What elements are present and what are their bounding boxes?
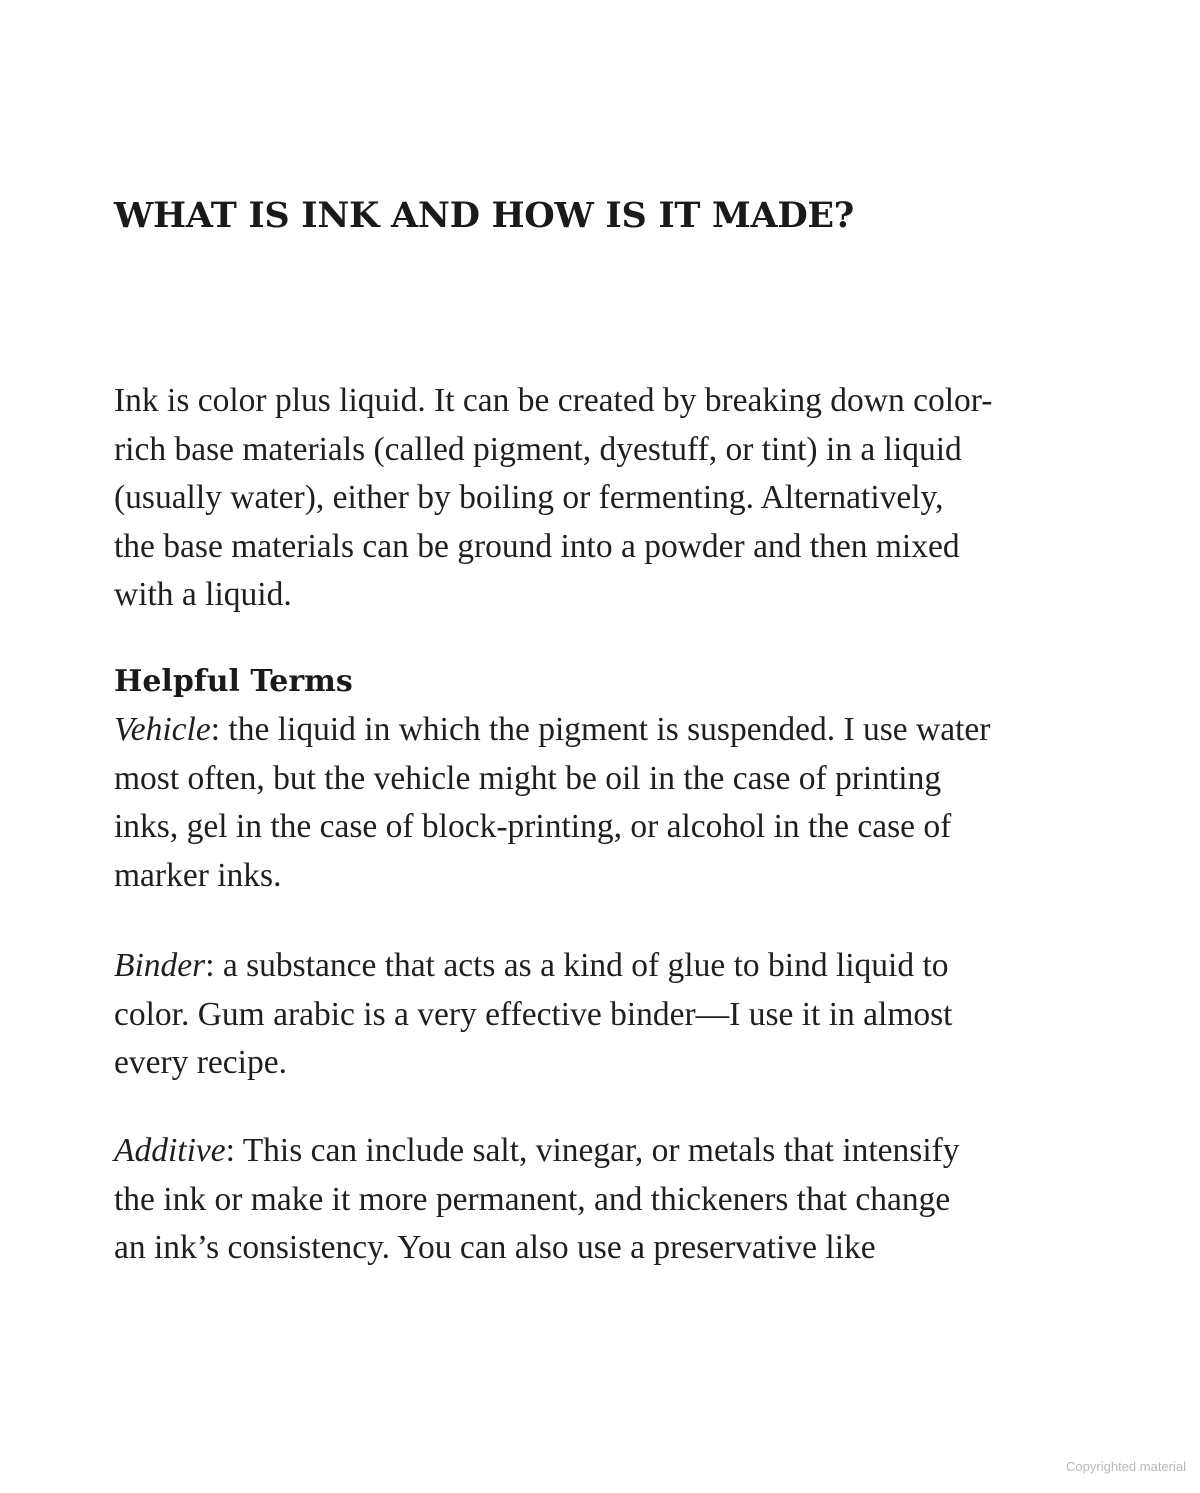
text-line: rich base materials (called pigment, dyestuff, or tint) in a liquid xyxy=(114,430,962,468)
helpful-terms-heading: Helpful Terms xyxy=(114,664,353,699)
chapter-title: WHAT IS INK AND HOW IS IT MADE? xyxy=(114,195,854,236)
term-additive: Additive xyxy=(114,1132,226,1169)
text-line: color. Gum arabic is a very effective binder—I use it in almost xyxy=(114,995,953,1033)
text-line: inks, gel in the case of block-printing, or alcohol in the case of xyxy=(114,808,952,845)
text-line: Ink is color plus liquid. It can be created by breaking down color- xyxy=(114,382,993,419)
intro-paragraph xyxy=(114,377,1094,620)
text-line: the base materials can be ground into a powder and then mixed xyxy=(114,527,960,565)
copyright-watermark: Copyrighted material xyxy=(1066,1459,1186,1474)
text-line: every recipe. xyxy=(114,1044,287,1081)
text-line: marker inks. xyxy=(114,856,282,894)
text-line: an ink’s consistency. You can also use a preservative like xyxy=(114,1229,876,1266)
term-binder: Binder xyxy=(114,947,206,984)
term-vehicle: Vehicle xyxy=(114,711,211,748)
text-line: : the liquid in which the pigment is suspended. I use water xyxy=(210,711,991,748)
text-line: with a liquid. xyxy=(114,576,292,613)
binder-definition xyxy=(114,942,1094,1088)
text-line: the ink or make it more permanent, and thickeners that change xyxy=(114,1180,951,1218)
text-line: most often, but the vehicle might be oil in the case of printing xyxy=(114,759,942,797)
vehicle-definition xyxy=(114,706,1094,900)
text-line: : This can include salt, vinegar, or metals that intensify xyxy=(225,1132,960,1169)
text-line: : a substance that acts as a kind of glue to bind liquid to xyxy=(205,947,949,984)
additive-definition xyxy=(114,1127,1094,1273)
text-line: (usually water), either by boiling or fermenting. Alternatively, xyxy=(114,479,944,516)
